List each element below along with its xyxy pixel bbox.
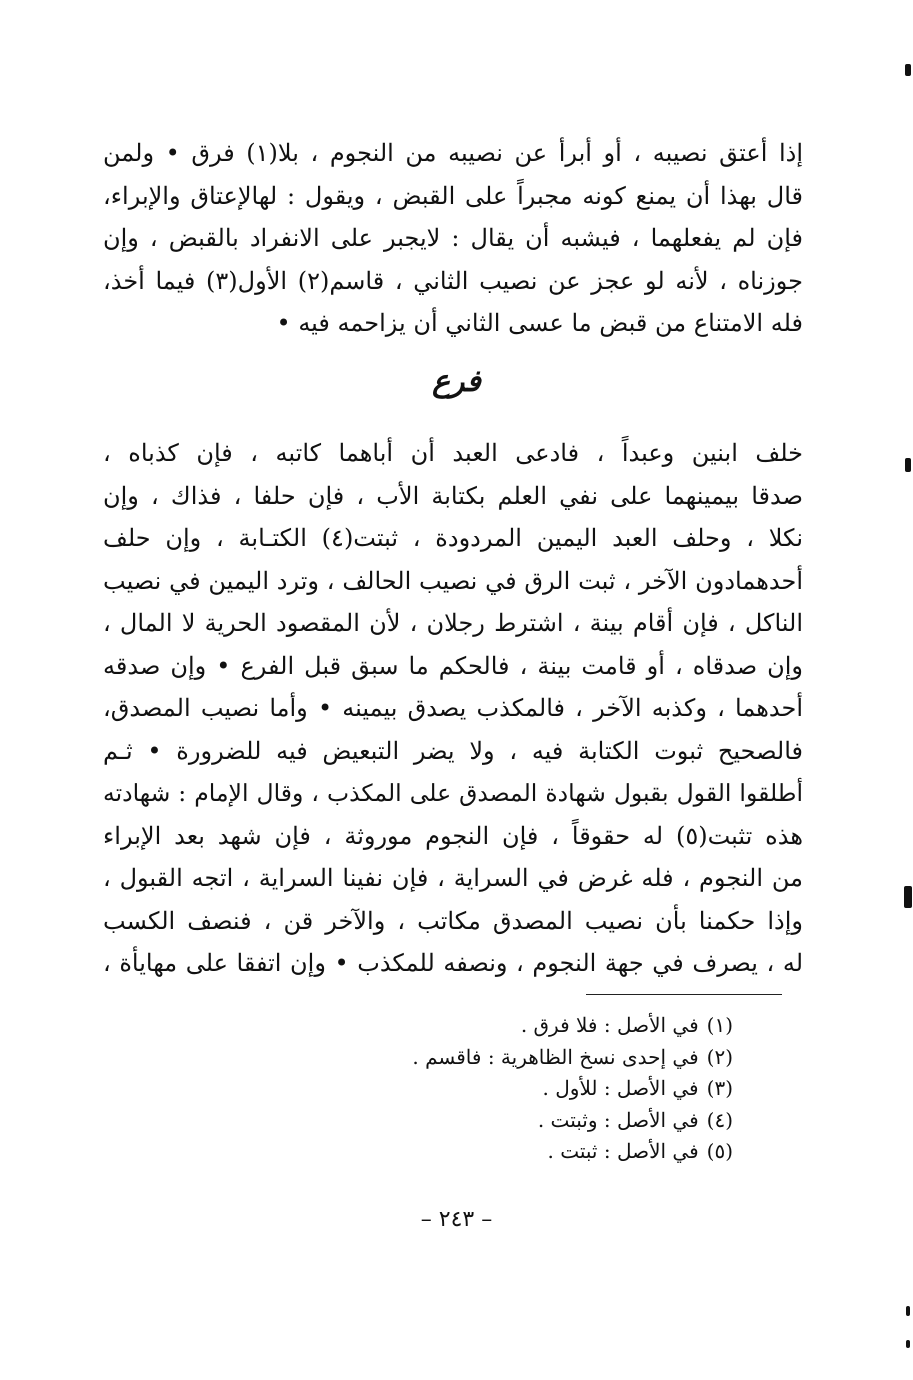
- text-line: جوزناه ، لأنه لو عجز عن نصيب الثاني ، قاسم(٢) الأول(٣) فيما أخذ،: [103, 266, 803, 295]
- footnote-number: (٢): [706, 1044, 733, 1069]
- footnote-number: (١): [706, 1013, 733, 1037]
- footnote-text: في الأصل : ثبتت .: [547, 1139, 699, 1163]
- scan-edge-mark: [906, 1340, 910, 1348]
- text-line: فله الامتناع من قبض ما عسى الثاني أن يزاحمه فيه •: [276, 309, 803, 337]
- footnote-text: في إحدى نسخ الظاهرية : فاقسم .: [412, 1044, 699, 1069]
- footnote-item: [173, 1105, 733, 1137]
- text-line: أحدهما ، وكذبه الآخر ، فالمكذب يصدق بيمينه • وأما نصيب المصدق،: [103, 694, 803, 722]
- section-heading: فرع: [432, 364, 481, 399]
- paragraph-main: [103, 432, 803, 985]
- scan-edge-mark: [905, 458, 911, 472]
- footnote-item: [173, 1042, 733, 1074]
- text-line: له ، يصرف في جهة النجوم ، ونصفه للمكذب • وإن اتفقا على مهايأة ،: [103, 949, 803, 977]
- scan-edge-mark: [905, 64, 911, 76]
- text-line: فإن لم يفعلهما ، فيشبه أن يقال : لايجبر على الانفراد بالقبض ، وإن: [103, 224, 803, 252]
- text-line: من النجوم ، فله غرض في السراية ، فإن نفينا السراية ، اتجه القبول ،: [103, 864, 803, 892]
- text-line: أحدهمادون الآخر ، ثبت الرق في نصيب الحالف ، وترد اليمين في نصيب: [103, 566, 803, 595]
- text-line: إذا أعتق نصيبه ، أو أبرأ عن نصيبه من النجوم ، بلا(١) فرق • ولمن: [103, 139, 803, 167]
- footnote-item: [173, 1010, 733, 1042]
- footnote-text: في الأصل : فلا فرق .: [520, 1013, 699, 1037]
- text-line: وإذا حكمنا بأن نصيب المصدق مكاتب ، والآخر قن ، فنصف الكسب: [103, 906, 803, 935]
- scan-edge-mark: [906, 1306, 910, 1316]
- text-line: وإن صدقاه ، أو قامت بينة ، فالحكم ما سبق قبل الفرع • وإن صدقه: [103, 651, 803, 680]
- footnote-item: [173, 1073, 733, 1105]
- text-line: الناكل ، فإن أقام بينة ، اشترط رجلان ، لأن المقصود الحرية لا المال ،: [103, 609, 803, 637]
- text-line: قال بهذا أن يمنع كونه مجبراً على القبض ، ويقول : لهالإعتاق والإبراء،: [103, 181, 803, 210]
- footnote-number: (٣): [706, 1076, 733, 1100]
- paragraph-top: [103, 132, 803, 345]
- footnote-number: (٥): [706, 1139, 733, 1163]
- footnote-text: في الأصل : وثبتت .: [537, 1107, 699, 1132]
- text-line: صدقا بيمينهما على نفي العلم بكتابة الأب ، فإن حلفا ، فذاك ، وإن: [103, 481, 803, 510]
- scan-edge-mark: [904, 886, 912, 908]
- page-number: – ٢٤٣ –: [420, 1207, 493, 1232]
- text-line: فالصحيح ثبوت الكتابة فيه ، ولا يضر التبعيض فيه للضرورة • ثـم: [103, 736, 803, 765]
- footnotes: [173, 1010, 733, 1168]
- footnote-text: في الأصل : للأول .: [542, 1076, 699, 1100]
- footnote-divider: [586, 994, 782, 995]
- text-line: أطلقوا القول بقبول شهادة المصدق على المكذب ، وقال الإمام : شهادته: [103, 779, 803, 807]
- text-line: نكلا ، وحلف العبد اليمين المردودة ، ثبتت(٤) الكتـابة ، وإن حلف: [103, 524, 803, 552]
- footnote-item: [173, 1136, 733, 1168]
- text-line: هذه تثبت(٥) له حقوقاً ، فإن النجوم موروثة ، فإن شهد بعد الإبراء: [103, 821, 803, 850]
- text-line: خلف ابنين وعبداً ، فادعى العبد أن أباهما كاتبه ، فإن كذباه ،: [103, 439, 803, 467]
- footnote-number: (٤): [706, 1107, 733, 1132]
